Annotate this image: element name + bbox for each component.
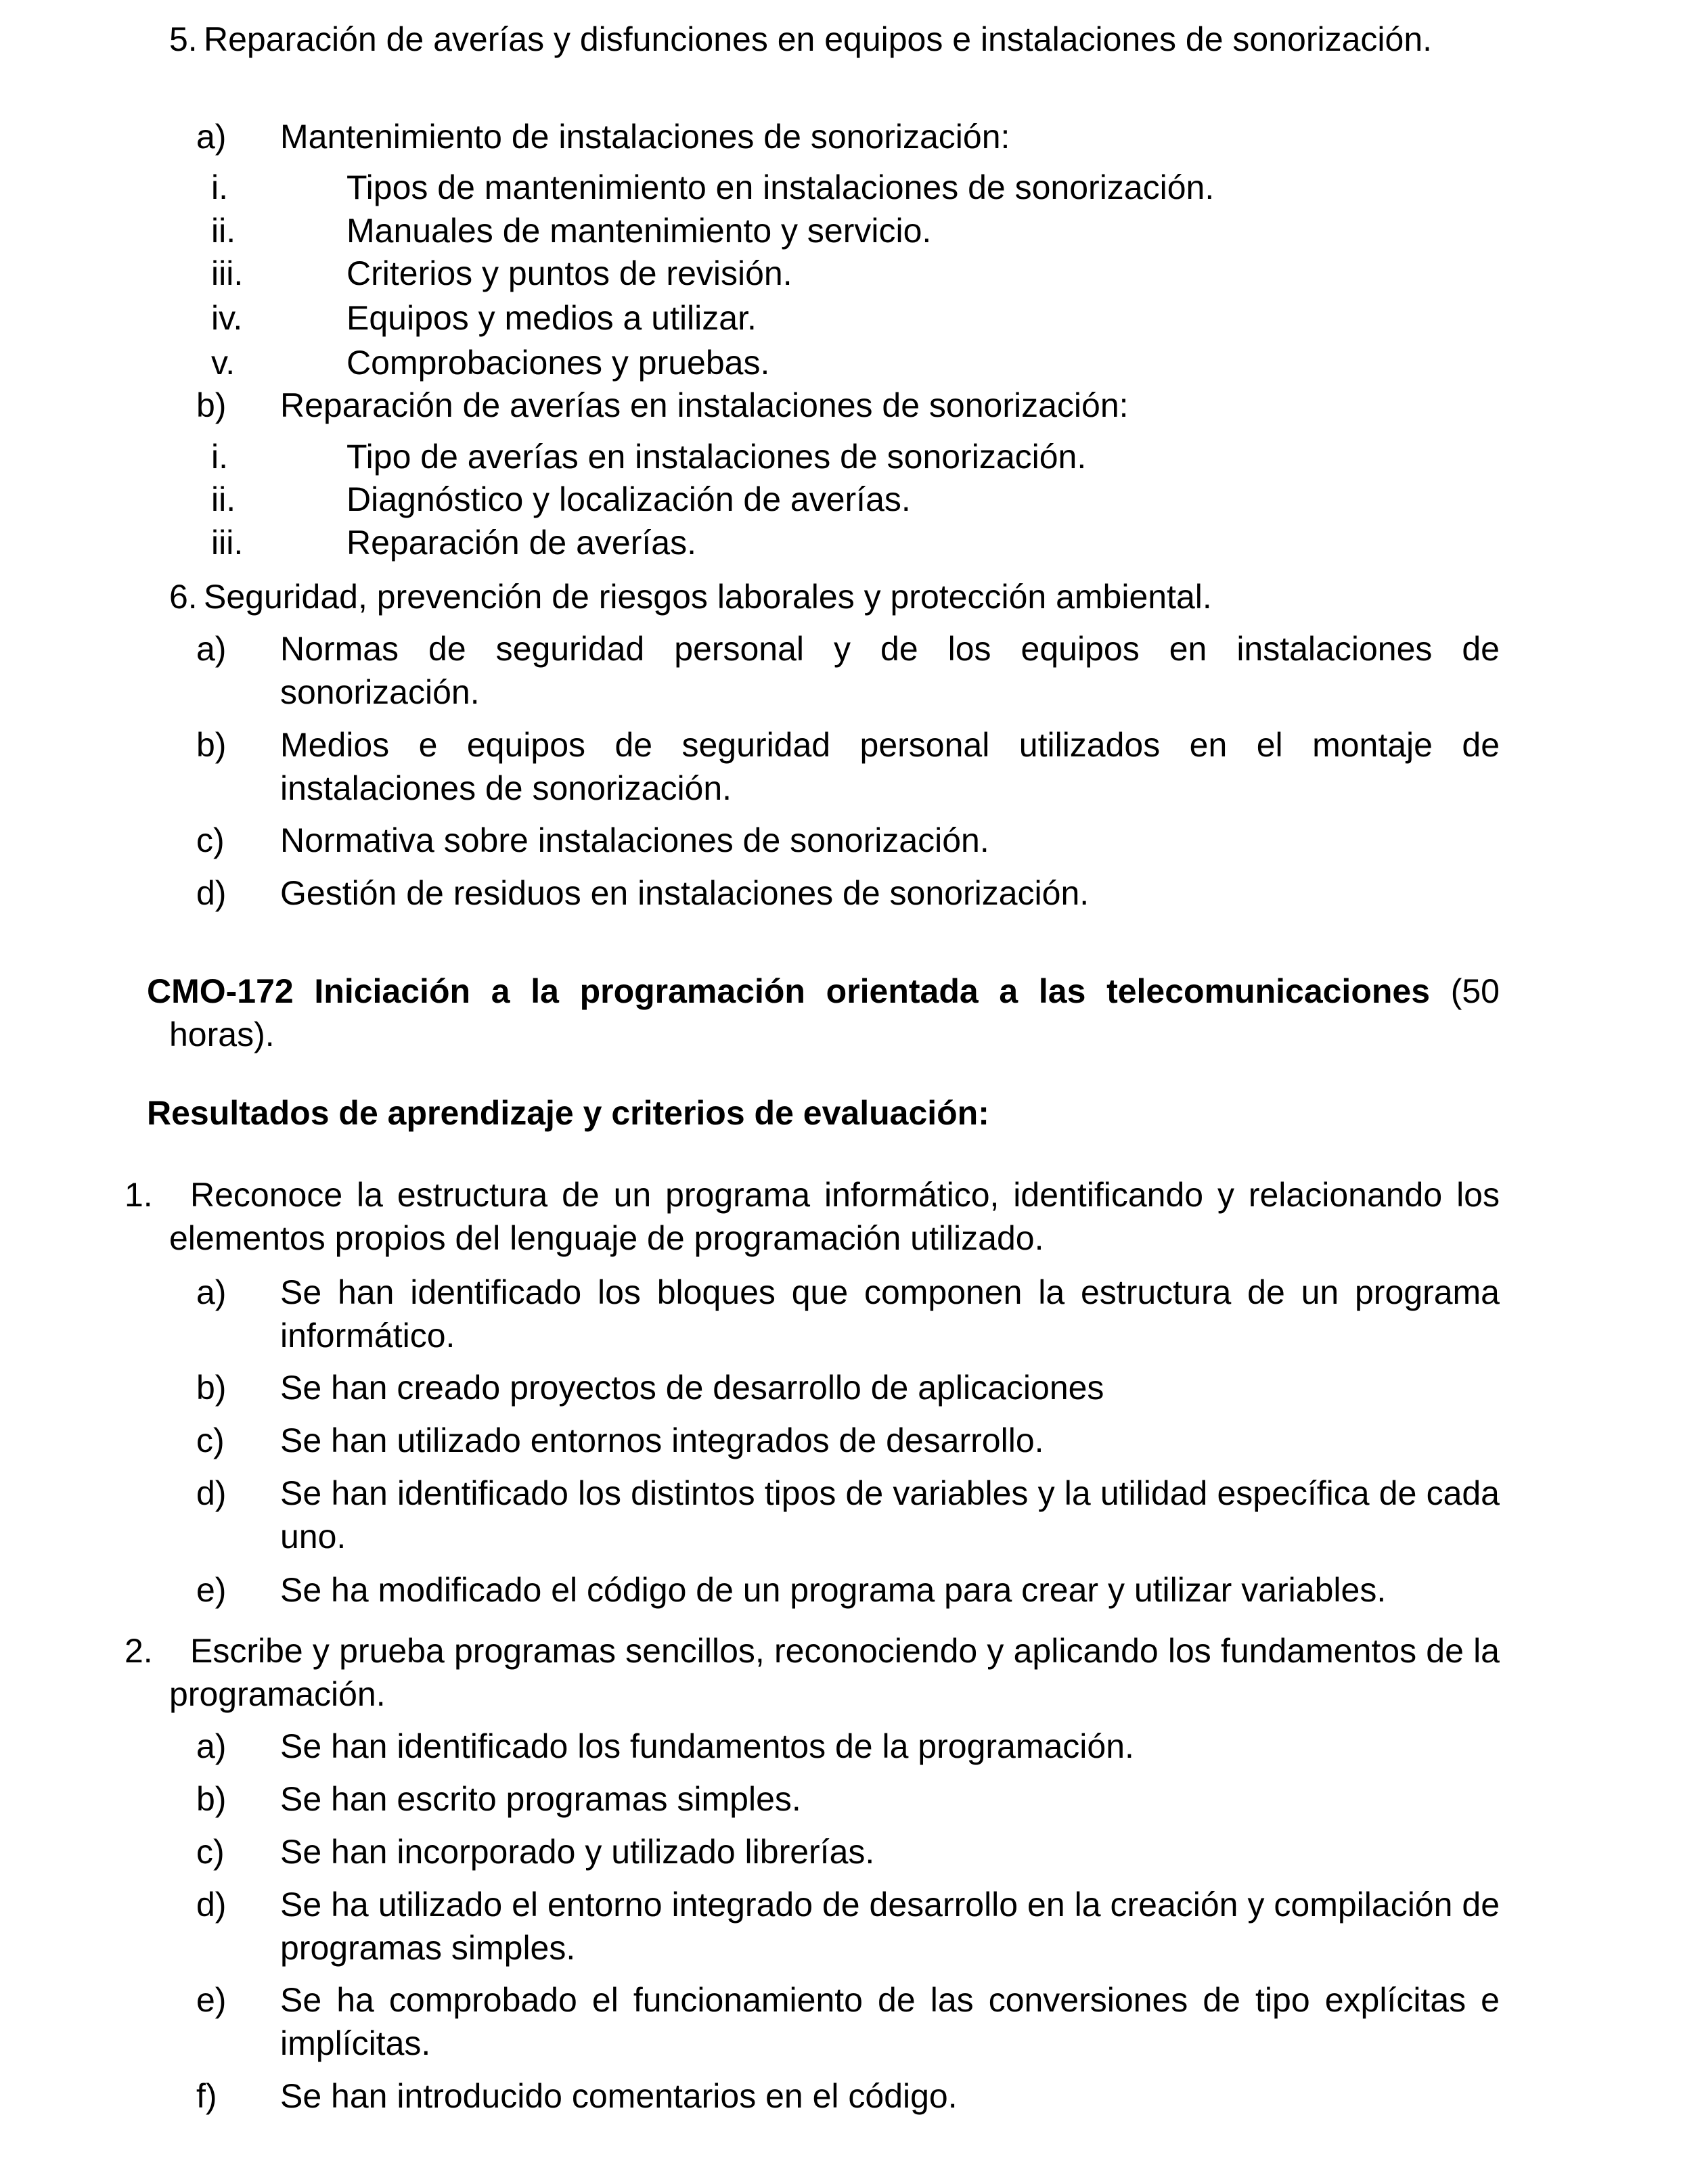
item-text: Se ha comprobado el funcionamiento de las conversiones de tipo explícitas e implícitas. [280, 1981, 1500, 2062]
list-item [125, 1629, 1500, 1716]
list-item [211, 341, 1500, 384]
item-text: Reparación de averías. [346, 524, 696, 562]
item-text: Se han creado proyectos de desarrollo de aplicaciones [280, 1369, 1104, 1407]
list-item [169, 18, 1500, 61]
item-text: Tipo de averías en instalaciones de sonorización. [346, 438, 1087, 476]
list-item [211, 166, 1500, 209]
list-item [125, 1173, 1500, 1260]
list-marker: f) [196, 2077, 217, 2115]
list-item [196, 1978, 1500, 2065]
item-text: Se ha utilizado el entorno integrado de desarrollo en la creación y compilación de programas simples. [280, 1886, 1500, 1967]
list-item [196, 2074, 1500, 2118]
item-text: CMO-172 Iniciación a la programación orientada a las telecomunicaciones [147, 972, 1431, 1010]
list-marker: d) [196, 1886, 227, 1924]
list-item [196, 1419, 1500, 1462]
list-item [196, 627, 1500, 714]
list-marker: ii. [211, 212, 236, 250]
list-item [211, 296, 1500, 340]
list-item [196, 1830, 1500, 1873]
item-text: Reconoce la estructura de un programa informático, identificando y relacionando los elementos propios del lenguaje de programación utilizado. [169, 1176, 1500, 1257]
item-text: Se ha modificado el código de un programa para crear y utilizar variables. [280, 1571, 1387, 1609]
list-marker: e) [196, 1981, 227, 2019]
item-text: Criterios y puntos de revisión. [346, 254, 792, 292]
item-text: Medios e equipos de seguridad personal utilizados en el montaje de instalaciones de sonorización. [280, 726, 1500, 807]
section-heading [147, 970, 1500, 1056]
section-heading [147, 1091, 1500, 1135]
item-text: Se han introducido comentarios en el código. [280, 2077, 958, 2115]
list-item [211, 435, 1500, 478]
list-marker: a) [196, 630, 227, 668]
item-text: Manuales de mantenimiento y servicio. [346, 212, 932, 250]
list-marker: 1. [125, 1176, 153, 1214]
list-item [169, 575, 1500, 618]
list-item [196, 384, 1500, 427]
item-text: Se han escrito programas simples. [280, 1780, 801, 1818]
list-marker: iii. [211, 524, 244, 562]
list-marker: b) [196, 1780, 227, 1818]
list-marker: i. [211, 438, 228, 476]
list-item [196, 1472, 1500, 1558]
list-marker: a) [196, 1273, 227, 1311]
list-item [211, 252, 1500, 295]
list-marker: d) [196, 874, 227, 912]
item-text: Seguridad, prevención de riesgos laborales y protección ambiental. [204, 578, 1212, 616]
list-item [211, 209, 1500, 252]
item-text: Diagnóstico y localización de averías. [346, 480, 911, 518]
item-text: Normativa sobre instalaciones de sonorización. [280, 821, 989, 859]
list-marker: 2. [125, 1632, 153, 1670]
list-marker: b) [196, 386, 227, 424]
list-marker: c) [196, 1421, 225, 1459]
list-marker: d) [196, 1474, 227, 1512]
course-hours: (50 horas). [169, 972, 1500, 1053]
item-text: Reparación de averías en instalaciones de sonorización: [280, 386, 1129, 424]
list-marker: b) [196, 1369, 227, 1407]
list-item [196, 1568, 1500, 1612]
item-text: Comprobaciones y pruebas. [346, 344, 770, 382]
item-text: Se han identificado los distintos tipos de variables y la utilidad específica de cada uno. [280, 1474, 1500, 1555]
list-marker: v. [211, 344, 236, 382]
list-marker: c) [196, 1833, 225, 1871]
list-marker: ii. [211, 480, 236, 518]
item-text: Tipos de mantenimiento en instalaciones de sonorización. [346, 168, 1215, 206]
item-text: Resultados de aprendizaje y criterios de evaluación: [147, 1094, 989, 1132]
item-text: Se han identificado los fundamentos de la programación. [280, 1727, 1134, 1765]
list-item [196, 115, 1500, 158]
list-marker: b) [196, 726, 227, 764]
list-item [196, 1883, 1500, 1970]
list-item [196, 1271, 1500, 1357]
list-marker: 6. [169, 578, 198, 616]
item-text: Normas de seguridad personal y de los equipos en instalaciones de sonorización. [280, 630, 1500, 711]
list-item [196, 1366, 1500, 1409]
list-marker: a) [196, 118, 227, 156]
list-item [196, 871, 1500, 915]
item-text: Escribe y prueba programas sencillos, reconociendo y aplicando los fundamentos de la programación. [169, 1632, 1500, 1713]
list-marker: a) [196, 1727, 227, 1765]
list-item [196, 819, 1500, 862]
item-text: Se han utilizado entornos integrados de desarrollo. [280, 1421, 1044, 1459]
item-text: Mantenimiento de instalaciones de sonorización: [280, 118, 1010, 156]
list-item [211, 478, 1500, 521]
list-marker: c) [196, 821, 225, 859]
list-marker: iii. [211, 254, 244, 292]
list-item [196, 1777, 1500, 1821]
list-marker: 5. [169, 20, 198, 58]
list-item [196, 1725, 1500, 1768]
list-marker: iv. [211, 299, 243, 337]
item-text: Gestión de residuos en instalaciones de sonorización. [280, 874, 1090, 912]
item-text: Reparación de averías y disfunciones en equipos e instalaciones de sonorización. [204, 20, 1433, 58]
item-text: Se han incorporado y utilizado librerías. [280, 1833, 875, 1871]
list-item [196, 723, 1500, 810]
list-marker: e) [196, 1571, 227, 1609]
item-text: Equipos y medios a utilizar. [346, 299, 757, 337]
list-item [211, 521, 1500, 564]
item-text: Se han identificado los bloques que componen la estructura de un programa informático. [280, 1273, 1500, 1355]
list-marker: i. [211, 168, 228, 206]
